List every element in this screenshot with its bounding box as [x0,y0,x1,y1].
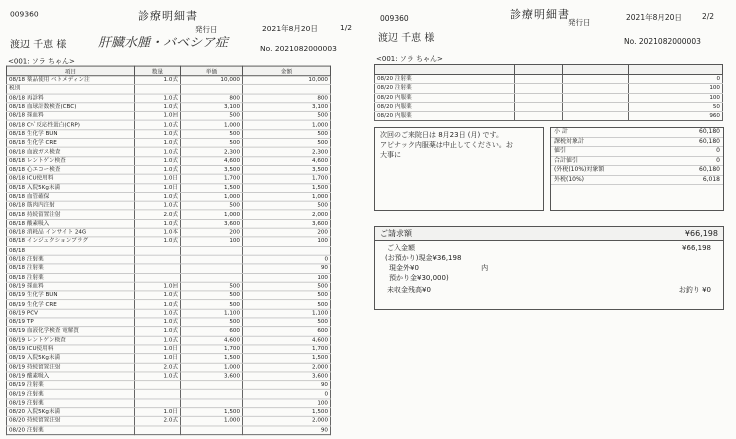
table-row [7,399,331,408]
cell-item: 08/18 注射薬 [7,255,135,264]
cell-unit-price: 500 [181,282,243,291]
cell-item: 08/20 内服薬 [375,102,515,111]
cell-amount: 2,300 [243,147,331,156]
client-name: 渡辺 千恵 様 [378,33,435,44]
summary-row [551,138,723,148]
cell-item: 08/20 注射薬 [375,75,515,84]
bill-box [374,226,724,310]
table-row [7,228,331,237]
cell-qty [135,85,181,94]
cell-qty [135,255,181,264]
summary-value: 0 [716,147,720,154]
cell-item: 08/18 酸素吸入 [7,219,135,228]
summary-value: 60,180 [699,137,720,145]
cell-amount: 3,600 [243,372,331,381]
cell-qty: 1.0式 [135,327,181,336]
cell-item: 08/20 持続留置注射 [7,417,135,426]
cell-qty: 1.0日 [135,183,181,192]
table-row [7,282,331,291]
cell-qty: 1.0式 [135,130,181,139]
cell-unit-price: 1,000 [181,210,243,219]
cell-qty [135,426,181,435]
cell-unit-price [181,255,243,264]
cell-qty [515,93,563,102]
table-row [7,408,331,417]
table-row [7,309,331,318]
cell-item: 08/19 生化学 BUN [7,291,135,300]
col-header-qty: 数量 [135,66,181,76]
cell-amount: 1,100 [243,309,331,318]
cell-item: 08/19 ICU使用料 [7,345,135,354]
cell-item: 08/18 筋肉内注射 [7,201,135,210]
col-header-unit-price: 単価 [181,66,243,76]
cell-item: 08/19 入院5Kg未満 [7,354,135,363]
deposit-label: ご入金額 [387,244,415,252]
issue-date: 2021年8月20日 [626,13,682,22]
cell-qty: 1.0式 [135,139,181,148]
cell-qty: 1.0回 [135,282,181,291]
cell-amount: 200 [243,228,331,237]
cell-qty: 1.0式 [135,156,181,165]
issue-date-label: 発行日 [195,25,218,34]
cell-amount: 90 [243,426,331,435]
cell-unit-price: 1,000 [181,417,243,426]
cell-amount [243,85,331,94]
cell-qty: 1.0回 [135,112,181,121]
cell-amount: 600 [243,327,331,336]
cell-amount: 50 [629,102,723,111]
cell-unit-price: 100 [181,237,243,246]
table-row [7,345,331,354]
page-number: 2/2 [702,12,715,21]
unpaid-balance: 未収金残高¥0 [387,286,431,294]
cell-unit-price: 10,000 [181,76,243,85]
summary-label: 合計値引 [554,156,579,164]
cell-unit-price [563,112,629,121]
cell-unit-price: 1,500 [181,354,243,363]
cell-item: 08/19 注射薬 [7,381,135,390]
table-row [7,381,331,390]
table-row [7,327,331,336]
cell-qty [135,264,181,273]
cell-amount: 100 [243,237,331,246]
document-title: 診療明細書 [138,9,198,23]
cell-item: 08/18 注射薬 [7,273,135,282]
cell-amount: 0 [243,255,331,264]
table-row [7,192,331,201]
cell-item: 08/18 血液ガス検査 [7,147,135,156]
cell-item: 08/19 生化学 CRE [7,300,135,309]
cell-item: 08/18 注射薬 [7,264,135,273]
cell-amount: 4,600 [243,336,331,345]
cell-unit-price: 3,100 [181,103,243,112]
cell-qty [135,246,181,255]
cell-qty [135,390,181,399]
cell-amount: 100 [629,93,723,102]
deposit-detail-other: 現金外¥0 [389,264,419,272]
cell-qty [515,84,563,93]
cell-amount: 100 [629,84,723,93]
cell-qty: 1.0式 [135,76,181,85]
cell-qty: 1.0式 [135,94,181,103]
cell-amount: 1,700 [243,345,331,354]
table-row [7,300,331,309]
cell-qty: 1.0日 [135,174,181,183]
cell-item: 税別 [7,85,135,94]
cell-qty: 1.0日 [135,345,181,354]
cell-amount: 1,000 [243,192,331,201]
client-number: 009360 [10,9,39,19]
table-row [375,102,723,111]
cell-item: 08/18 持続留置注射 [7,210,135,219]
deposit-detail-prepaid: 預かり金¥30,000) [389,274,449,282]
cell-unit-price: 500 [181,318,243,327]
cell-amount: 100 [243,399,331,408]
cell-unit-price [181,399,243,408]
cell-qty [515,112,563,121]
cell-amount: 500 [243,130,331,139]
cell-qty [515,102,563,111]
invoice-page-2 [364,0,736,439]
cell-amount: 1,000 [243,121,331,130]
table-row [7,417,331,426]
cell-amount: 500 [243,291,331,300]
cell-qty: 1.0日 [135,408,181,417]
cell-qty [135,273,181,282]
table-row [7,147,331,156]
cell-qty: 1.0式 [135,372,181,381]
cell-qty: 1.0式 [135,103,181,112]
table-row [7,174,331,183]
cell-unit-price: 500 [181,300,243,309]
table-row [7,318,331,327]
cell-qty: 1.0式 [135,237,181,246]
table-row [7,264,331,273]
table-row [7,219,331,228]
cell-qty: 1.0式 [135,121,181,130]
handwritten-note: 肝臓水腫・バベシア症 [98,35,229,51]
cell-qty: 1.0式 [135,201,181,210]
client-number: 009360 [380,14,409,23]
table-row [7,183,331,192]
issue-date-label: 発行日 [568,18,591,27]
cell-item: 08/19 採血料 [7,282,135,291]
cell-item: 08/20 内服薬 [375,112,515,121]
cell-qty: 1.0式 [135,291,181,300]
cell-item: 08/20 内服薬 [375,93,515,102]
cell-unit-price: 3,600 [181,372,243,381]
table-row [7,390,331,399]
cell-unit-price: 500 [181,139,243,148]
col-header-item: 項目 [7,66,135,76]
summary-label: 外税(10%) [554,175,585,183]
cell-unit-price: 500 [181,130,243,139]
cell-item: 08/18 血球計数検査(CBC) [7,103,135,112]
summary-row [551,147,723,157]
summary-label: 課税対象計 [554,137,585,145]
summary-row [551,166,723,176]
table-row [7,237,331,246]
cell-qty: 1.0本 [135,228,181,237]
summary-value: 60,180 [699,128,720,135]
cell-amount: 800 [243,94,331,103]
table-row [7,273,331,282]
cell-amount: 2,000 [243,210,331,219]
cell-item: 08/19 TP [7,318,135,327]
table-row [7,291,331,300]
cell-unit-price: 1,500 [181,183,243,192]
col-header-amount: 金額 [243,66,331,76]
cell-item: 08/20 注射薬 [375,84,515,93]
cell-item: 08/19 注射薬 [7,399,135,408]
table-row [375,75,723,84]
cell-item: 08/19 レントゲン検査 [7,336,135,345]
cell-qty: 1.0式 [135,336,181,345]
cell-amount: 500 [243,318,331,327]
cell-unit-price [181,273,243,282]
cell-unit-price: 1,000 [181,192,243,201]
cell-unit-price [181,264,243,273]
table-row [7,246,331,255]
table-row [375,84,723,93]
cell-unit-price: 500 [181,112,243,121]
cell-unit-price [563,75,629,84]
cell-unit-price [181,85,243,94]
billing-table [6,66,331,435]
cell-item: 08/18 消耗品 インサイト 24G [7,228,135,237]
cell-item: 08/18 薬品使用 ベトメディン注 [7,76,135,85]
note-line: 次回のご来院日は 8月23日 (月) です。 [380,131,503,139]
table-row [7,255,331,264]
table-row [7,139,331,148]
change-amount: お釣り ¥0 [678,286,711,294]
cell-qty: 2.0式 [135,417,181,426]
cell-amount: 1,700 [243,174,331,183]
cell-qty [135,399,181,408]
cell-amount: 3,500 [243,165,331,174]
cell-qty: 2.0式 [135,363,181,372]
table-row [7,363,331,372]
document-number: No. 2021082000003 [260,44,337,54]
note-box [374,127,544,211]
cell-item: 08/18 入院5Kg未満 [7,183,135,192]
table-row [7,336,331,345]
cell-unit-price [181,381,243,390]
cell-item: 08/18 採血料 [7,112,135,121]
cell-item: 08/18 生化学 CRE [7,139,135,148]
cell-qty [515,75,563,84]
cell-amount: 10,000 [243,76,331,85]
table-row [7,165,331,174]
deposit-amount: ¥66,198 [682,244,711,252]
cell-unit-price: 1,500 [181,408,243,417]
cell-unit-price [563,102,629,111]
cell-unit-price: 500 [181,291,243,300]
cell-qty [135,381,181,390]
cell-unit-price [181,390,243,399]
cell-amount: 500 [243,282,331,291]
patient-tag: <001: ソラ ちゃん> [8,57,75,66]
col-header-qty [515,65,563,75]
document-title: 診療明細書 [510,8,570,21]
document-number: No. 2021082000003 [624,37,701,46]
cell-item: 08/20 入院5Kg未満 [7,408,135,417]
cell-unit-price: 3,600 [181,219,243,228]
cell-amount: 2,000 [243,417,331,426]
table-row [7,94,331,103]
cell-qty: 1.0式 [135,219,181,228]
cell-item: 08/18 生化学 BUN [7,130,135,139]
summary-box [550,127,724,211]
table-row [7,210,331,219]
cell-amount: 100 [243,273,331,282]
table-row [375,112,723,121]
summary-label: 小 計 [554,128,568,135]
note-line: 大事に [380,151,401,159]
cell-item: 08/19 持続留置注射 [7,363,135,372]
cell-amount: 0 [243,390,331,399]
cell-qty: 1.0式 [135,192,181,201]
cell-amount [243,246,331,255]
cell-amount: 500 [243,112,331,121]
bill-amount: ¥66,198 [684,229,718,238]
col-header-unit-price [563,65,629,75]
cell-unit-price: 1,100 [181,309,243,318]
cell-unit-price: 1,000 [181,121,243,130]
note-line: アピナック内服薬は中止してください。お [380,141,513,149]
table-row [7,85,331,94]
cell-amount: 90 [243,381,331,390]
cell-item: 08/19 注射薬 [7,390,135,399]
summary-row [551,157,723,167]
table-row [7,354,331,363]
cell-amount: 500 [243,139,331,148]
summary-value: 6,018 [702,175,720,183]
cell-item: 08/18 血管確保 [7,192,135,201]
cell-item: 08/18 レントゲン検査 [7,156,135,165]
summary-value: 0 [716,156,720,164]
cell-amount: 1,500 [243,408,331,417]
summary-label: 値引 [554,147,567,154]
table-row [375,93,723,102]
table-row [7,112,331,121]
cell-qty: 1.0日 [135,354,181,363]
table-row [7,130,331,139]
summary-row [551,176,723,186]
cell-amount: 4,600 [243,156,331,165]
cell-amount: 0 [629,75,723,84]
cell-item: 08/18 心エコー検査 [7,165,135,174]
cell-item: 08/18 [7,246,135,255]
cell-amount: 90 [243,264,331,273]
cell-item: 08/20 注射薬 [7,426,135,435]
deposit-detail-cash: (お預かり)現金¥36,198 [385,254,462,262]
table-row [7,76,331,85]
page-number: 1/2 [340,23,353,32]
cell-unit-price: 4,600 [181,156,243,165]
cell-qty: 1.0式 [135,147,181,156]
cell-amount: 500 [243,300,331,309]
cell-unit-price: 800 [181,94,243,103]
cell-unit-price [563,84,629,93]
cell-amount: 3,600 [243,219,331,228]
col-header-item [375,65,515,75]
patient-tag: <001: ソラ ちゃん> [376,55,443,63]
summary-label: (外税(10%)対象額 [554,166,605,173]
col-header-amount [629,65,723,75]
cell-unit-price: 1,700 [181,174,243,183]
deposit-detail-inner: 内 [481,264,489,272]
cell-qty: 1.0式 [135,318,181,327]
cell-unit-price: 3,500 [181,165,243,174]
cell-amount: 2,000 [243,363,331,372]
cell-qty: 1.0式 [135,165,181,174]
cell-unit-price: 1,000 [181,363,243,372]
cell-unit-price: 200 [181,228,243,237]
cell-unit-price [181,246,243,255]
summary-row [551,128,723,138]
cell-item: 08/19 血液化学検査 電解質 [7,327,135,336]
summary-value: 60,180 [699,166,720,173]
cell-qty: 1.0式 [135,309,181,318]
billing-table [374,64,723,121]
cell-amount: 500 [243,201,331,210]
table-row [7,103,331,112]
cell-unit-price [563,93,629,102]
cell-unit-price: 600 [181,327,243,336]
cell-item: 08/19 PCV [7,309,135,318]
cell-unit-price: 500 [181,201,243,210]
cell-item: 08/18 Cﾊﾞ反応性蛋白(CRP) [7,121,135,130]
invoice-page-1 [0,0,366,439]
cell-unit-price: 4,600 [181,336,243,345]
cell-qty: 2.0式 [135,210,181,219]
cell-amount: 960 [629,112,723,121]
table-row [7,372,331,381]
cell-qty: 1.0式 [135,300,181,309]
cell-amount: 3,100 [243,103,331,112]
table-row [7,426,331,435]
cell-item: 08/18 ICU使用料 [7,174,135,183]
cell-amount: 1,500 [243,183,331,192]
table-row [7,156,331,165]
cell-unit-price [181,426,243,435]
cell-unit-price: 1,700 [181,345,243,354]
bill-label: ご請求額 [380,229,412,238]
cell-item: 08/18 再診料 [7,94,135,103]
cell-item: 08/19 酸素吸入 [7,372,135,381]
cell-amount: 1,500 [243,354,331,363]
table-row [7,201,331,210]
issue-date: 2021年8月20日 [262,24,318,33]
cell-item: 08/18 インジェクションプラグ [7,237,135,246]
table-row [7,121,331,130]
cell-unit-price: 2,300 [181,147,243,156]
client-name: 渡辺 千恵 様 [10,39,67,51]
